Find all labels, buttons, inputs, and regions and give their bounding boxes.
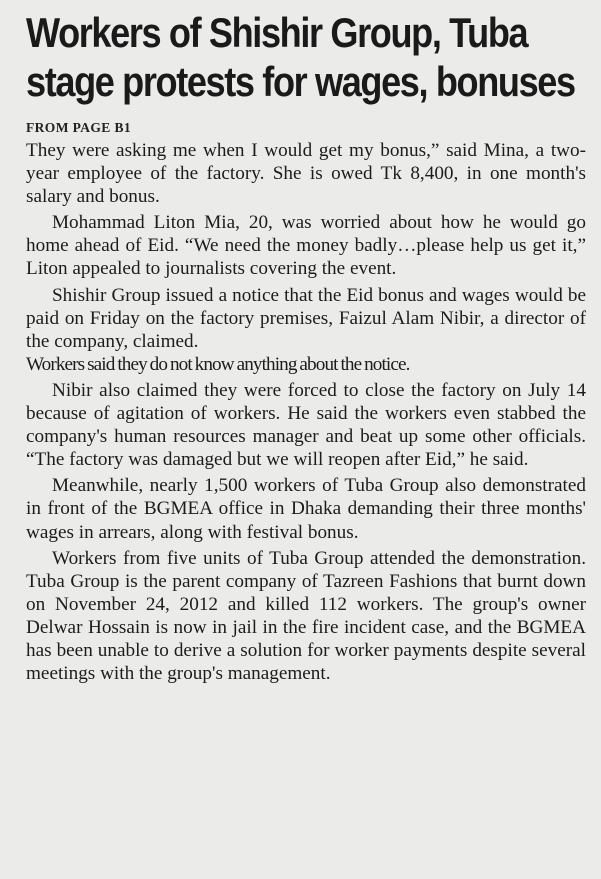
paragraph: Meanwhile, nearly 1,500 workers of Tuba Group also demonstrated in front of the BGMEA office in Dhaka demanding their three months' wages in arrears, along with festival bonus. bbox=[26, 475, 586, 543]
headline bbox=[26, 8, 575, 106]
paragraph: Workers said they do not know anything about the notice. bbox=[26, 353, 410, 375]
jump-line: FROM PAGE B1 bbox=[26, 120, 132, 135]
headline-line-2: stage protests for wages, bonuses bbox=[26, 58, 575, 105]
article-body bbox=[26, 139, 586, 688]
paragraph: They were asking me when I would get my bonus,” said Mina, a two-year employee of the factory. She is owed Tk 8,400, in one month's salary and bonus. bbox=[26, 140, 586, 208]
headline-line-1: Workers of Shishir Group, Tuba bbox=[26, 9, 528, 56]
paragraph: Shishir Group issued a notice that the Eid bonus and wages would be paid on Friday on the factory premises, Faizul Alam Nibir, a director of the company, claimed. bbox=[26, 284, 586, 352]
paragraph: Mohammad Liton Mia, 20, was worried about how he would go home ahead of Eid. “We need the money badly…please help us get it,” Liton appealed to journalists covering the event. bbox=[26, 212, 586, 280]
paragraph: Workers from five units of Tuba Group attended the demonstration. Tuba Group is the parent company of Tazreen Fashions that burnt down on November 24, 2012 and killed 112 workers. The group's owner Delwar Hossain is now in jail in the fire incident case, and the BGMEA has been unable to derive a solution for worker payments despite several meetings with the group's management. bbox=[26, 547, 586, 685]
paragraph: Nibir also claimed they were forced to close the factory on July 14 because of agitation of workers. He said the workers even stabbed the company's human resources manager and beat up some other officials. “The factory was damaged but we will reopen after Eid,” he said. bbox=[26, 379, 586, 471]
